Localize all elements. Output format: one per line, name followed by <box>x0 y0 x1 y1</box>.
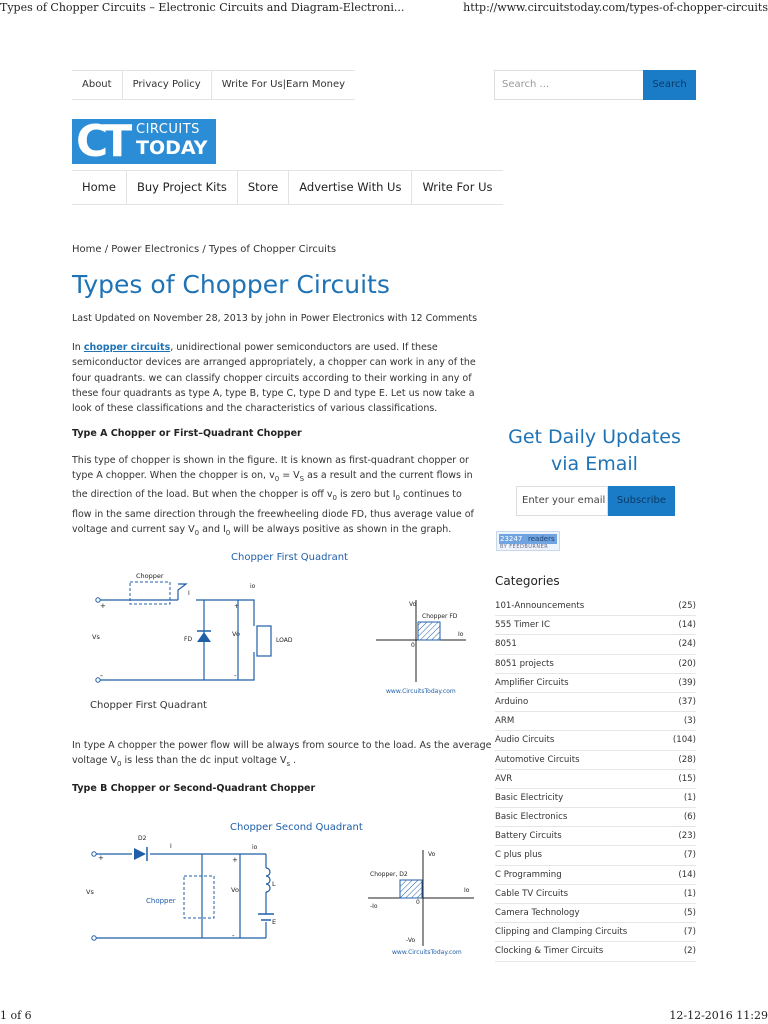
category-item[interactable] <box>495 616 696 635</box>
breadcrumb-separator: / <box>199 244 209 255</box>
category-name[interactable]: Arduino <box>495 696 529 707</box>
feed-readers-label: readers <box>528 535 555 543</box>
subscript: 0 <box>274 475 280 484</box>
quadrant-one-area <box>418 622 440 640</box>
subscript: 0 <box>194 528 200 537</box>
category-name[interactable]: ARM <box>495 716 515 727</box>
post-meta: Last Updated on November 28, 2013 by john in Power Electronics with 12 Comments <box>72 313 478 324</box>
category-count: (7) <box>683 927 696 938</box>
category-item[interactable] <box>495 712 696 731</box>
text: as a result and the current flows in the direction of the load. But when the chopper is off v <box>72 470 473 501</box>
category-name[interactable]: 555 Timer IC <box>495 620 550 631</box>
fd-label: FD <box>184 636 193 643</box>
type-a-summary-paragraph <box>72 738 492 772</box>
graph-zero-label: 0 <box>411 642 415 649</box>
category-count: (3) <box>683 716 696 727</box>
plus-label: + <box>100 602 106 610</box>
text: This type of chopper is shown in the figure. It is known as first-quadrant chopper or type A chopper. When the chopper is on, v <box>72 455 469 482</box>
category-item[interactable] <box>495 885 696 904</box>
figure-chopper-second-quadrant <box>80 816 486 960</box>
vo-minus-label: - <box>232 932 235 940</box>
category-name[interactable]: C Programming <box>495 869 562 880</box>
category-item[interactable] <box>495 808 696 827</box>
heading-type-a: Type A Chopper or First–Quadrant Chopper <box>72 428 302 439</box>
text: will be always positive as shown in the graph. <box>230 523 452 535</box>
graph-io-label: Io <box>464 887 470 894</box>
email-field[interactable]: Enter your email <box>516 486 608 516</box>
terminal-positive <box>96 598 100 602</box>
updates-line-2: via Email <box>551 453 638 475</box>
main-nav-write-for-us[interactable]: Write For Us <box>422 180 493 194</box>
category-count: (14) <box>678 620 696 631</box>
category-item[interactable] <box>495 731 696 750</box>
category-name[interactable]: Amplifier Circuits <box>495 677 569 688</box>
load-resistor <box>257 626 271 656</box>
category-count: (24) <box>678 639 696 650</box>
email-updates-heading <box>494 424 695 478</box>
text: In type A chopper the power flow will be always from source to the load. As the average voltage V <box>72 740 492 767</box>
subscript: 0 <box>395 494 400 503</box>
feed-by-label: BY FEEDBURNER <box>500 544 549 550</box>
top-nav-write-for-us[interactable]: Write For Us|Earn Money <box>221 79 346 90</box>
text: . <box>290 755 297 767</box>
subscript: S <box>299 475 305 484</box>
quadrant-two-area <box>400 880 422 898</box>
category-count: (14) <box>678 869 696 880</box>
category-name[interactable]: Basic Electronics <box>495 812 568 823</box>
terminal-negative <box>92 936 96 940</box>
top-nav <box>72 70 355 100</box>
category-item[interactable] <box>495 846 696 865</box>
category-count: (39) <box>678 677 696 688</box>
text: = V <box>279 470 300 482</box>
vo-plus-label: + <box>234 602 240 610</box>
print-header <box>0 0 768 18</box>
category-name[interactable]: Automotive Circuits <box>495 754 580 765</box>
figure-title: Chopper Second Quadrant <box>230 822 363 833</box>
category-name[interactable]: 8051 projects <box>495 658 554 669</box>
breadcrumb <box>72 244 336 255</box>
main-nav-buy-project-kits[interactable]: Buy Project Kits <box>127 171 238 204</box>
figure-site-label: www.CircuitsToday.com <box>386 688 456 695</box>
logo-word-circuits: CIRCUITS <box>136 122 200 137</box>
intro-paragraph <box>72 340 484 416</box>
minus-label: - <box>98 933 101 942</box>
terminal-negative <box>96 678 100 682</box>
category-item[interactable] <box>495 770 696 789</box>
figure-chopper-first-quadrant <box>86 544 486 700</box>
categories-heading: Categories <box>495 574 560 588</box>
category-count: (104) <box>672 735 696 746</box>
chopper-circuits-link[interactable]: chopper circuits <box>83 342 171 353</box>
category-item[interactable] <box>495 751 696 770</box>
heading-type-b: Type B Chopper or Second-Quadrant Chopper <box>72 783 316 794</box>
category-name[interactable]: Battery Circuits <box>495 831 562 842</box>
category-name[interactable]: 8051 <box>495 639 517 650</box>
chopper-switch-box <box>130 582 170 604</box>
top-nav-privacy-policy[interactable]: Privacy Policy <box>123 71 212 99</box>
main-nav <box>72 170 503 205</box>
minus-label: - <box>100 671 103 680</box>
graph-negative-vo-label: -Vo <box>406 937 416 944</box>
category-count: (6) <box>683 812 696 823</box>
category-name[interactable]: Clipping and Clamping Circuits <box>495 927 628 938</box>
subscript: 0 <box>225 528 231 537</box>
graph-chopper-fd-label: Chopper FD <box>422 613 458 620</box>
chopper-switch-box <box>184 876 214 918</box>
page-title: Types of Chopper Circuits <box>72 270 390 299</box>
breadcrumb-power-electronics[interactable]: Power Electronics <box>111 244 200 255</box>
category-name[interactable]: Audio Circuits <box>495 735 555 746</box>
top-nav-about[interactable]: About <box>72 71 123 99</box>
subscribe-button[interactable]: Subscribe <box>608 486 675 516</box>
category-item[interactable] <box>495 923 696 942</box>
current-label: I <box>170 843 172 850</box>
circuit-wires <box>98 584 254 680</box>
vs-label: Vs <box>86 888 94 896</box>
category-count: (20) <box>678 658 696 669</box>
search-button[interactable]: Search <box>643 70 696 100</box>
category-item[interactable] <box>495 942 696 961</box>
intro-text: , unidirectional power semiconductors are used. If these semiconductor devices are arranged appropriately, a chopper can work in any of the four quadrants. we can classify chopper circuits according to their working in any of these four quadrants as type A, type B, type C, type D and type E. Let us now take a look of these classifications and the characteristics of various classifications. <box>72 342 476 415</box>
category-count: (37) <box>678 696 696 707</box>
graph-io-label: Io <box>458 631 464 638</box>
graph-negative-io-label: -Io <box>370 903 378 910</box>
category-item[interactable] <box>495 635 696 654</box>
category-name[interactable]: 101-Announcements <box>495 601 585 611</box>
graph-vo-label: Vo <box>409 601 417 608</box>
print-page-number: 1 of 6 <box>0 1009 32 1022</box>
category-count: (28) <box>678 754 696 765</box>
type-a-paragraph <box>72 453 484 541</box>
category-name[interactable]: Cable TV Circuits <box>495 888 569 899</box>
category-name[interactable]: AVR <box>495 773 513 784</box>
breadcrumb-separator: / <box>101 244 112 255</box>
inductor-label: L <box>272 880 276 888</box>
io-label: io <box>250 583 256 590</box>
vo-label: Vo <box>231 886 239 894</box>
print-page-title: Types of Chopper Circuits – Electronic Circuits and Diagram-Electroni... <box>0 1 405 14</box>
category-count: (1) <box>683 792 696 803</box>
category-item[interactable] <box>495 866 696 885</box>
feed-count: 23247 <box>500 535 523 543</box>
chopper-label: Chopper <box>136 572 164 580</box>
category-item[interactable] <box>495 597 696 616</box>
subscript: 0 <box>117 760 122 769</box>
graph-zero-label: 0 <box>416 899 420 906</box>
circuit-wires <box>94 854 270 938</box>
logo-word-today: TODAY <box>136 137 208 159</box>
category-item[interactable] <box>495 827 696 846</box>
main-nav-store[interactable]: Store <box>238 171 289 204</box>
subscript: 0 <box>332 494 337 503</box>
plus-label: + <box>98 854 104 862</box>
category-item[interactable] <box>495 904 696 923</box>
main-nav-home[interactable]: Home <box>72 171 127 204</box>
figure-site-label: www.CircuitsToday.com <box>392 949 462 956</box>
intro-prefix: In <box>72 342 84 353</box>
search-input[interactable]: Search ... <box>494 70 644 100</box>
category-item[interactable] <box>495 674 696 693</box>
chopper-label: Chopper <box>146 897 176 905</box>
feedburner-badge[interactable] <box>496 531 560 551</box>
main-nav-advertise[interactable]: Advertise With Us <box>289 171 412 204</box>
io-label: io <box>252 844 258 851</box>
categories-list <box>495 597 696 962</box>
graph-chopper-d2-label: Chopper, D2 <box>370 871 408 878</box>
logo-mark: CT <box>76 116 127 167</box>
diode-d2 <box>134 848 146 860</box>
category-count: (25) <box>678 601 696 611</box>
vo-plus-label: + <box>232 856 238 864</box>
site-logo[interactable] <box>72 116 216 167</box>
updates-line-1: Get Daily Updates <box>508 426 681 448</box>
figure-title: Chopper First Quadrant <box>231 552 348 563</box>
vo-minus-label: - <box>234 672 237 680</box>
print-page-url: http://www.circuitstoday.com/types-of-chopper-circuits <box>463 1 768 14</box>
category-item[interactable] <box>495 655 696 674</box>
category-count: (1) <box>683 888 696 899</box>
text: is zero but I <box>336 489 396 501</box>
current-label: I <box>188 590 190 597</box>
print-datetime: 12-12-2016 11:29 <box>669 1009 768 1022</box>
category-item[interactable] <box>495 789 696 808</box>
vo-label: Vo <box>232 630 240 638</box>
text: is less than the dc input voltage V <box>121 755 287 767</box>
vs-label: Vs <box>92 633 100 641</box>
terminal-positive <box>92 852 96 856</box>
category-count: (15) <box>678 773 696 784</box>
freewheeling-diode <box>197 632 211 642</box>
text: continues to flow in the same direction through the freewheeling diode FD, thus average value of voltage and current say V <box>72 489 474 535</box>
category-count: (7) <box>683 850 696 861</box>
category-name[interactable]: Clocking & Timer Circuits <box>495 946 604 957</box>
figure-a-caption: Chopper First Quadrant <box>90 700 207 711</box>
breadcrumb-current: Types of Chopper Circuits <box>208 244 337 255</box>
category-name[interactable]: Camera Technology <box>495 908 580 918</box>
category-item[interactable] <box>495 693 696 712</box>
category-count: (2) <box>683 946 696 957</box>
emf-label: E <box>272 918 277 926</box>
load-label: LOAD <box>276 637 293 644</box>
text: and I <box>199 523 226 535</box>
category-count: (23) <box>678 831 696 842</box>
d2-label: D2 <box>138 835 147 842</box>
graph-vo-label: Vo <box>428 851 436 858</box>
breadcrumb-home[interactable]: Home <box>72 244 102 255</box>
category-count: (5) <box>683 908 696 918</box>
category-name[interactable]: C plus plus <box>495 850 542 861</box>
category-name[interactable]: Basic Electricity <box>495 792 564 803</box>
print-footer <box>0 1006 768 1024</box>
subscript: s <box>286 760 291 769</box>
